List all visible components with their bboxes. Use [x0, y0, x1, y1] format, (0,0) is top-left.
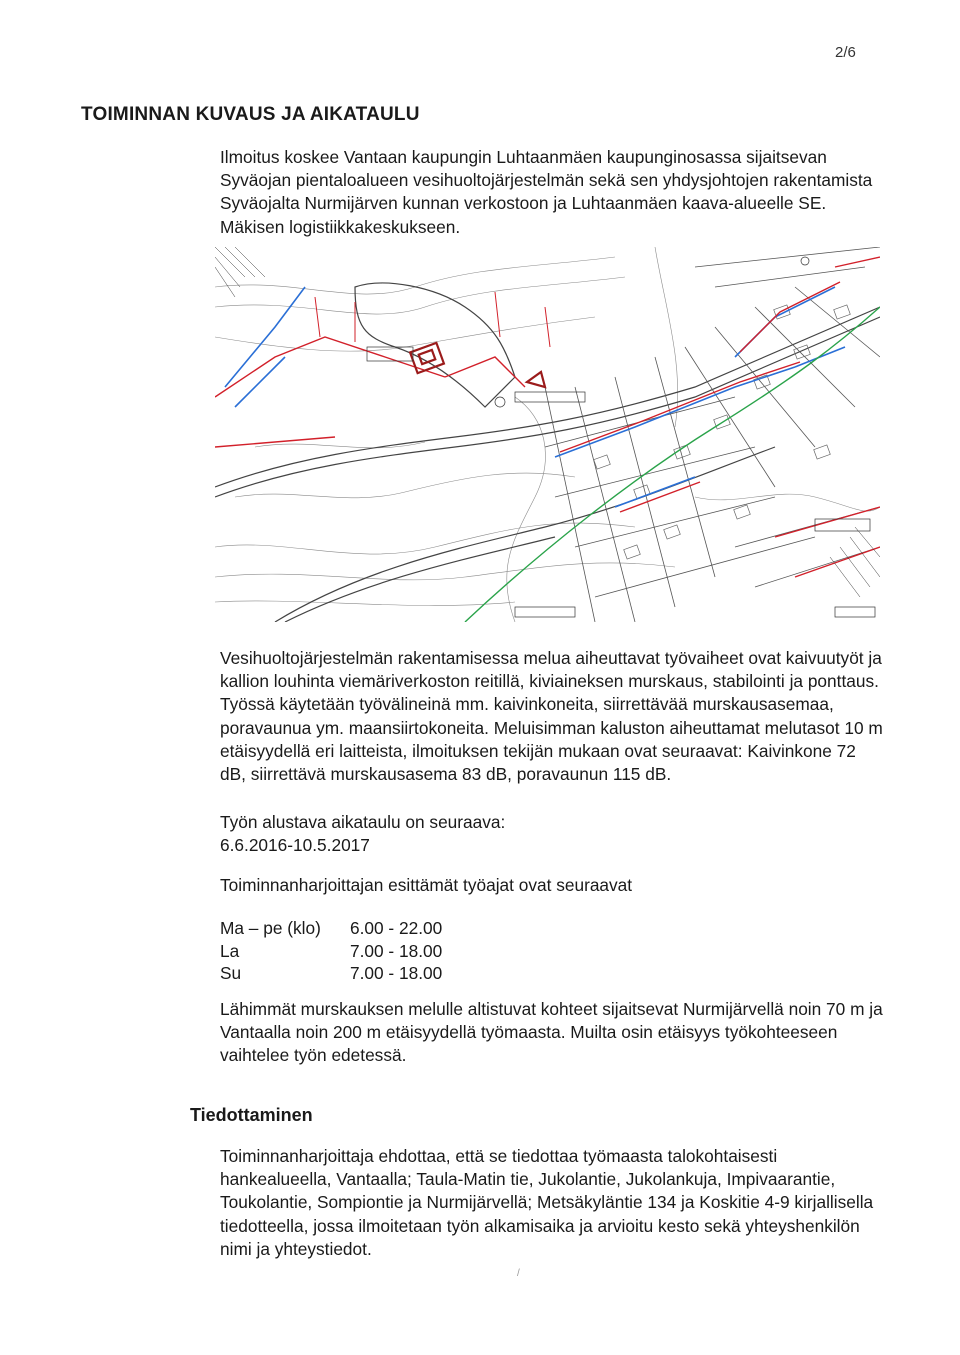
working-hours-table — [220, 917, 442, 985]
schedule-dates: 6.6.2016-10.5.2017 — [220, 835, 370, 856]
schedule-paragraph — [220, 811, 885, 857]
working-hours-time: 6.00 - 22.00 — [350, 918, 443, 938]
working-hours-time: 7.00 - 18.00 — [350, 940, 443, 961]
working-hours-row — [220, 917, 442, 940]
page-number: 2/6 — [835, 44, 856, 61]
working-hours-time: 7.00 - 18.00 — [350, 963, 443, 983]
working-hours-day: Ma – pe (klo) — [220, 918, 321, 938]
site-map-image — [215, 247, 880, 622]
noise-paragraph: Vesihuoltojärjestelmän rakentamisessa melua aiheuttavat työvaiheet ovat kaivuutyöt ja kallion louhinta viemäriverkoston reitillä, kiviaineksen murskaus, stabilointi ja ponttaus. Työssä käytetään työvälineinä mm. kaivinkoneita, siirrettävää murskausasemaa, poravaunua ym. maansiirtokoneita. Meluisimman kaluston aiheuttamat melutasot 10 m etäisyydellä eri laitteista, ilmoituksen tekijän mukaan ovat seuraavat: Kaivinkone 72 dB, siirrettävä murskausasema 83 dB, poravaunun 115 dB. — [220, 648, 883, 785]
stray-mark: / — [517, 1268, 520, 1279]
notification-paragraph: Toiminnanharjoittaja ehdottaa, että se tiedottaa työmaasta talokohtaisesti hankealueella, Vantaalla; Taula-Matin tie, Jukolantie, Jukolankuja, Impivaarantie, Toukolantie, Sompiontie ja Nurmijärvellä; Metsäkyläntie 134 ja Koskitie 4-9 kirjallisella tiedotteella, jossa ilmoitetaan työn alkamisaika ja arvioitu kesto sekä yhteyshenkilön nimi ja yhteystiedot. — [220, 1146, 874, 1259]
notification-heading: Tiedottaminen — [190, 1105, 313, 1125]
intro-paragraph: Ilmoitus koskee Vantaan kaupungin Luhtaanmäen kaupunginosassa sijaitsevan Syväojan pientaloalueen vesihuoltojärjestelmän sekä sen yhdysjohtojen rakentamista Syväojalta Nurmijärven kunnan verkostoon ja Luhtaanmäen kaava-alueelle SE. Mäkisen logistiikkakeskukseen. — [220, 147, 873, 237]
working-hours-row — [220, 940, 442, 963]
working-hours-row — [220, 962, 442, 985]
schedule-intro: Työn alustava aikataulu on seuraava: — [220, 812, 506, 832]
workhours-intro: Toiminnanharjoittajan esittämät työajat ovat seuraavat — [220, 875, 633, 895]
section-title: TOIMINNAN KUVAUS JA AIKATAULU — [81, 104, 420, 125]
working-hours-day: La — [220, 940, 240, 961]
working-hours-day: Su — [220, 963, 242, 983]
receptors-paragraph: Lähimmät murskauksen melulle altistuvat kohteet sijaitsevat Nurmijärvellä noin 70 m ja Vantaalla noin 200 m etäisyydellä työmaasta. Muilta osin etäisyys työkohteeseen vaihtelee työn edetessä. — [220, 999, 883, 1066]
